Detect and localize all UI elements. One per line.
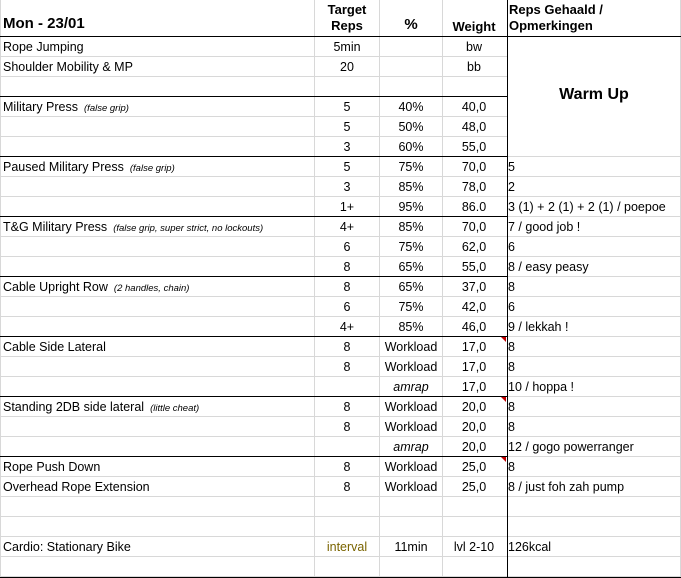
table-row [0, 77, 681, 97]
remarks-cell[interactable]: 7 / good job ! [508, 220, 581, 234]
remarks-cell[interactable]: 6 [508, 240, 515, 254]
row-divider [0, 276, 507, 277]
weight-cell[interactable]: 70,0 [461, 160, 487, 174]
remark-divider [508, 376, 681, 377]
table-row [0, 557, 681, 577]
percent-cell[interactable]: Workload [384, 400, 438, 414]
exercise-cell[interactable] [3, 297, 313, 317]
table-row [0, 377, 681, 397]
target-reps-cell[interactable]: 4+ [339, 220, 355, 234]
target-reps-cell[interactable] [315, 377, 379, 397]
remarks-cell[interactable] [508, 137, 680, 157]
percent-cell[interactable]: 60% [398, 140, 424, 154]
table-row [0, 417, 681, 437]
remark-divider [508, 556, 681, 557]
exercise-cell[interactable] [3, 97, 313, 117]
table-row [0, 97, 681, 117]
exercise-cell[interactable] [3, 77, 313, 97]
percent-cell[interactable]: 75% [398, 160, 424, 174]
weight-cell[interactable]: 37,0 [461, 280, 487, 294]
target-reps-cell[interactable]: 5 [343, 100, 351, 114]
weight-cell[interactable]: bb [467, 60, 481, 74]
row-divider [0, 396, 507, 397]
target-reps-cell[interactable]: 5 [343, 160, 351, 174]
remarks-cell[interactable]: 12 / gogo powerranger [508, 440, 634, 454]
table-row [0, 357, 681, 377]
remark-divider [508, 296, 681, 297]
target-reps-cell[interactable]: 8 [343, 340, 351, 354]
row-divider [0, 556, 507, 557]
percent-cell[interactable] [380, 37, 442, 57]
percent-cell[interactable]: 40% [398, 100, 424, 114]
table-row [0, 297, 681, 317]
percent-cell[interactable]: 85% [398, 180, 424, 194]
remarks-cell[interactable]: 8 [508, 420, 515, 434]
weight-cell[interactable] [443, 497, 505, 517]
remarks-cell[interactable] [508, 57, 680, 77]
row-divider [0, 496, 507, 497]
row-divider [0, 456, 507, 457]
remark-divider [508, 416, 681, 417]
percent-cell[interactable] [380, 517, 442, 537]
header-divider [0, 36, 681, 37]
table-row [0, 197, 681, 217]
target-reps-header[interactable]: Target Reps [327, 2, 367, 33]
table-row [0, 257, 681, 277]
exercise-cell[interactable] [3, 477, 313, 497]
exercise-note: (false grip) [129, 163, 175, 174]
remarks-cell[interactable] [508, 557, 680, 577]
exercise-cell[interactable] [3, 417, 313, 437]
row-divider [0, 176, 507, 177]
exercise-note: (2 handles, chain) [113, 283, 190, 294]
exercise-cell[interactable] [3, 457, 313, 477]
exercise-name: Rope Push Down [3, 460, 101, 474]
exercise-cell[interactable] [3, 277, 313, 297]
weight-cell[interactable]: 70,0 [461, 220, 487, 234]
exercise-name: T&G Military Press [3, 220, 108, 234]
exercise-cell[interactable] [3, 197, 313, 217]
row-divider [0, 136, 507, 137]
percent-cell[interactable]: 75% [398, 300, 424, 314]
row-divider [0, 236, 507, 237]
remark-divider [508, 176, 681, 177]
remarks-cell[interactable] [508, 497, 680, 517]
table-row [0, 337, 681, 357]
comment-marker [501, 397, 506, 402]
target-reps-cell[interactable]: 4+ [339, 320, 355, 334]
exercise-cell[interactable] [3, 257, 313, 277]
table-row [0, 137, 681, 157]
target-reps-cell[interactable]: 8 [343, 280, 351, 294]
remark-divider [508, 196, 681, 197]
percent-cell[interactable]: 65% [398, 280, 424, 294]
column-divider [314, 0, 315, 578]
remark-divider [508, 216, 681, 217]
percent-cell[interactable]: Workload [384, 460, 438, 474]
row-divider [0, 316, 507, 317]
exercise-cell[interactable] [3, 397, 313, 417]
remarks-cell[interactable] [508, 517, 680, 537]
target-reps-cell[interactable] [315, 437, 379, 457]
exercise-cell[interactable] [3, 57, 313, 77]
warm-up-label[interactable]: Warm Up [559, 86, 629, 103]
row-divider [0, 436, 507, 437]
weight-cell[interactable]: 62,0 [461, 240, 487, 254]
remark-divider [508, 156, 681, 157]
exercise-cell[interactable] [3, 497, 313, 517]
column-divider [507, 0, 508, 578]
weight-cell[interactable]: 55,0 [461, 260, 487, 274]
weight-cell[interactable]: 46,0 [461, 320, 487, 334]
remarks-cell[interactable]: 10 / hoppa ! [508, 380, 575, 394]
target-reps-cell[interactable]: 5 [343, 120, 351, 134]
percent-cell[interactable]: 50% [398, 120, 424, 134]
target-reps-cell[interactable] [315, 557, 379, 577]
remarks-cell[interactable] [508, 97, 680, 117]
remarks-cell[interactable]: 126kcal [508, 540, 552, 554]
weight-cell[interactable]: bw [466, 40, 482, 54]
remarks-cell[interactable] [508, 37, 680, 57]
row-divider [0, 216, 507, 217]
exercise-cell[interactable] [3, 137, 313, 157]
table-row [0, 317, 681, 337]
table-row [0, 437, 681, 457]
exercise-cell[interactable] [3, 377, 313, 397]
exercise-note: (little cheat) [150, 403, 200, 414]
table-row [0, 177, 681, 197]
percent-cell[interactable]: Workload [384, 480, 438, 494]
weight-cell[interactable]: 48,0 [461, 120, 487, 134]
exercise-cell[interactable] [3, 337, 313, 357]
remark-divider [508, 536, 681, 537]
table-row [0, 397, 681, 417]
row-divider [0, 476, 507, 477]
exercise-cell[interactable] [3, 157, 313, 177]
percent-cell[interactable]: amrap [393, 440, 429, 454]
row-divider [0, 296, 507, 297]
table-row [0, 37, 681, 57]
row-divider [0, 156, 507, 157]
remark-divider [508, 516, 681, 517]
row-divider [0, 256, 507, 257]
target-reps-cell[interactable]: 6 [343, 300, 351, 314]
exercise-cell[interactable] [3, 117, 313, 137]
row-divider [0, 516, 507, 517]
row-divider [0, 536, 507, 537]
remark-divider [508, 316, 681, 317]
exercise-name: Cardio: Stationary Bike [3, 540, 131, 554]
remark-divider [508, 496, 681, 497]
weight-cell[interactable]: 20,0 [461, 420, 487, 434]
table-row [0, 497, 681, 517]
comment-marker [501, 337, 506, 342]
table-row [0, 157, 681, 177]
percent-cell[interactable]: 65% [398, 260, 424, 274]
remarks-cell[interactable]: 8 / easy peasy [508, 260, 589, 274]
row-divider [0, 356, 507, 357]
table-row [0, 537, 681, 557]
weight-cell[interactable]: 17,0 [461, 380, 487, 394]
remarks-cell[interactable]: 6 [508, 300, 515, 314]
weight-cell[interactable]: 55,0 [461, 140, 487, 154]
exercise-note: (false grip, super strict, no lockouts) [113, 223, 264, 234]
remark-divider [508, 276, 681, 277]
remarks-header[interactable]: Reps Gehaald / Opmerkingen [509, 2, 603, 33]
column-divider [442, 0, 443, 578]
column-divider [379, 0, 380, 578]
weight-cell[interactable]: lvl 2-10 [453, 540, 495, 554]
exercise-cell[interactable] [3, 37, 313, 57]
remark-divider [508, 236, 681, 237]
percent-cell[interactable]: Workload [384, 340, 438, 354]
weight-cell[interactable]: 86.0 [461, 200, 487, 214]
table-row [0, 237, 681, 257]
target-reps-cell[interactable] [315, 517, 379, 537]
target-reps-cell[interactable]: 8 [343, 360, 351, 374]
weight-cell[interactable]: 42,0 [461, 300, 487, 314]
weight-cell[interactable]: 20,0 [461, 440, 487, 454]
remarks-cell[interactable]: 8 [508, 360, 515, 374]
row-divider [0, 116, 507, 117]
percent-cell[interactable] [380, 557, 442, 577]
remarks-cell[interactable]: 2 [508, 180, 515, 194]
percent-cell[interactable]: Workload [384, 360, 438, 374]
weight-cell[interactable] [443, 77, 505, 97]
table-row [0, 217, 681, 237]
target-reps-cell[interactable]: 8 [343, 400, 351, 414]
exercise-note: (false grip) [84, 103, 129, 114]
target-reps-cell[interactable]: 8 [343, 480, 351, 494]
remark-divider [508, 356, 681, 357]
table-row [0, 517, 681, 537]
weight-cell[interactable]: 17,0 [461, 340, 487, 354]
target-reps-cell[interactable]: 6 [343, 240, 351, 254]
weight-cell[interactable]: 40,0 [461, 100, 487, 114]
exercise-cell[interactable] [3, 177, 313, 197]
target-reps-cell[interactable] [315, 77, 379, 97]
remark-divider [508, 256, 681, 257]
target-reps-cell[interactable]: 1+ [339, 200, 355, 214]
remarks-cell[interactable]: 8 / just foh zah pump [508, 480, 625, 494]
exercise-cell[interactable] [3, 557, 313, 577]
percent-cell[interactable] [380, 77, 442, 97]
row-divider [0, 376, 507, 377]
table-row [0, 57, 681, 77]
percent-cell[interactable]: 11min [394, 540, 428, 554]
remark-divider [508, 436, 681, 437]
row-divider [0, 336, 507, 337]
remarks-cell[interactable]: 3 (1) + 2 (1) + 2 (1) / poepoe [508, 200, 666, 214]
table-row [0, 457, 681, 477]
exercise-name: Shoulder Mobility & MP [3, 60, 133, 74]
exercise-cell[interactable] [3, 517, 313, 537]
percent-cell[interactable]: 85% [398, 320, 424, 334]
exercise-name: Cable Side Lateral [3, 340, 106, 354]
row-divider [0, 196, 507, 197]
percent-header[interactable]: % [404, 16, 418, 33]
row-divider [0, 416, 507, 417]
weight-cell[interactable]: 25,0 [461, 460, 487, 474]
exercise-name: Overhead Rope Extension [3, 480, 150, 494]
remarks-cell[interactable]: 8 [508, 340, 515, 354]
percent-cell[interactable] [380, 57, 442, 77]
percent-cell[interactable]: Workload [384, 420, 438, 434]
exercise-cell[interactable] [3, 217, 313, 237]
exercise-cell[interactable] [3, 537, 313, 557]
row-divider [0, 96, 507, 97]
exercise-name: Military Press [3, 100, 79, 114]
target-reps-cell[interactable]: 3 [343, 140, 351, 154]
table-row [0, 477, 681, 497]
target-reps-cell[interactable]: 8 [343, 460, 351, 474]
remarks-cell[interactable]: 8 [508, 400, 515, 414]
table-row [0, 277, 681, 297]
target-reps-cell[interactable]: 3 [343, 180, 351, 194]
date-header[interactable]: Mon - 23/01 [3, 15, 85, 32]
weight-cell[interactable]: 25,0 [461, 480, 487, 494]
comment-marker [501, 457, 506, 462]
remark-divider [508, 456, 681, 457]
table-row [0, 117, 681, 137]
target-reps-cell[interactable]: 20 [340, 60, 354, 74]
target-reps-cell[interactable]: 5min [333, 40, 361, 54]
exercise-name: Paused Military Press [3, 160, 124, 174]
remarks-cell[interactable]: 5 [508, 160, 515, 174]
target-reps-cell[interactable]: 8 [343, 260, 351, 274]
target-reps-cell[interactable] [315, 497, 379, 517]
exercise-name: Cable Upright Row [3, 280, 108, 294]
remark-divider [508, 396, 681, 397]
exercise-name: Standing 2DB side lateral [3, 400, 145, 414]
remarks-cell[interactable] [508, 77, 680, 97]
weight-cell[interactable]: 17,0 [461, 360, 487, 374]
weight-cell[interactable] [443, 517, 505, 537]
remark-divider [508, 336, 681, 337]
target-reps-cell[interactable]: interval [326, 540, 368, 554]
percent-cell[interactable]: amrap [393, 380, 429, 394]
weight-cell[interactable] [443, 557, 505, 577]
weight-header[interactable]: Weight [452, 19, 496, 34]
percent-cell[interactable]: 95% [398, 200, 424, 214]
remarks-cell[interactable]: 8 [508, 280, 515, 294]
exercise-name: Rope Jumping [3, 40, 84, 54]
remark-divider [508, 476, 681, 477]
target-reps-cell[interactable]: 8 [343, 420, 351, 434]
remarks-cell[interactable]: 9 / lekkah ! [508, 320, 569, 334]
percent-cell[interactable] [380, 497, 442, 517]
column-divider [0, 0, 1, 578]
exercise-cell[interactable] [3, 317, 313, 337]
percent-cell[interactable]: 75% [398, 240, 424, 254]
exercise-cell[interactable] [3, 237, 313, 257]
percent-cell[interactable]: 85% [398, 220, 424, 234]
remarks-cell[interactable]: 8 [508, 460, 515, 474]
remark-divider [508, 576, 681, 577]
row-divider [0, 56, 507, 57]
weight-cell[interactable]: 20,0 [461, 400, 487, 414]
exercise-cell[interactable] [3, 437, 313, 457]
weight-cell[interactable]: 78,0 [461, 180, 487, 194]
row-divider [0, 76, 507, 77]
exercise-cell[interactable] [3, 357, 313, 377]
remarks-cell[interactable] [508, 117, 680, 137]
